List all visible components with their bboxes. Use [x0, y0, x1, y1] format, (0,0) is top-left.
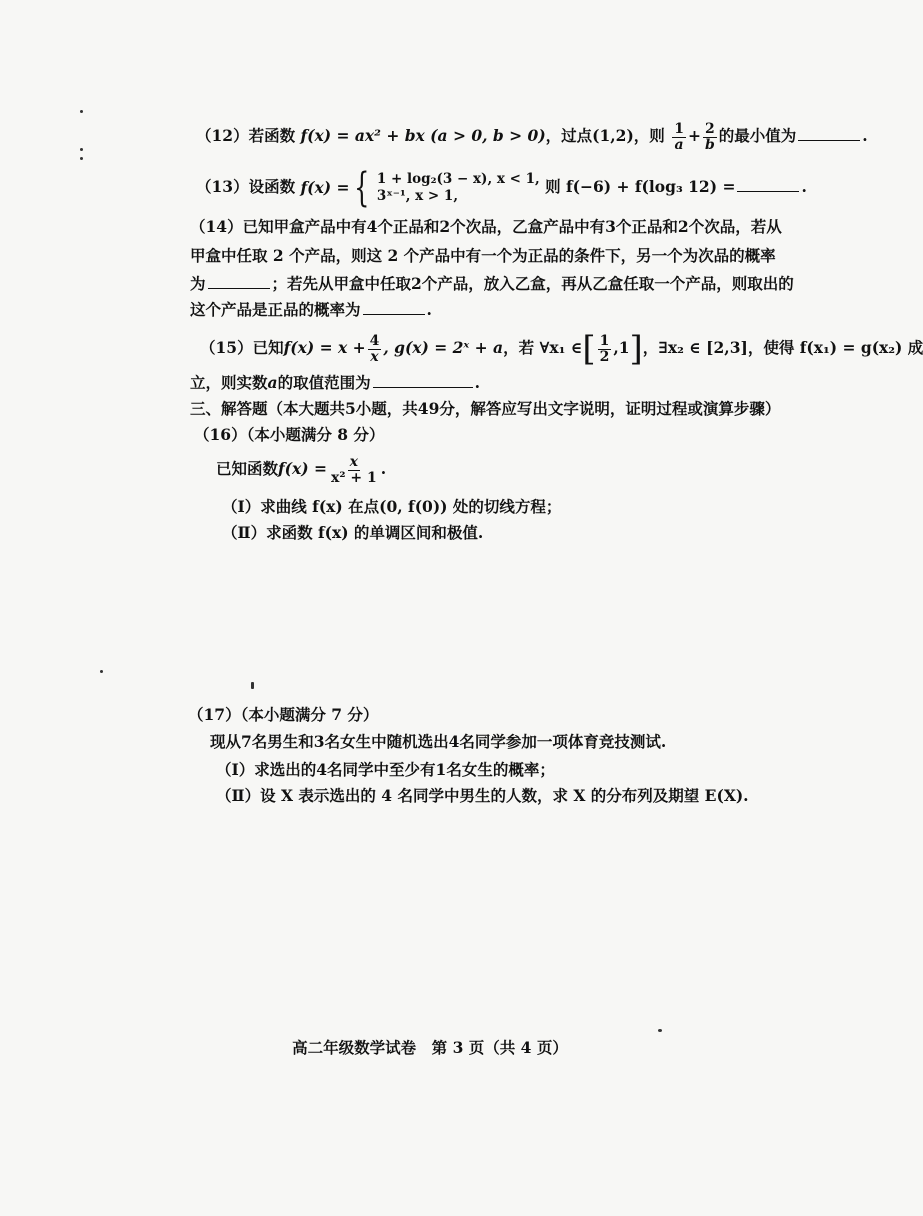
scan-speck	[80, 148, 83, 151]
fraction-1-over-2: $\frac{1}{2}$	[599, 332, 610, 365]
function-expression: f(x) = ax² + bx (a > 0, b > 0)	[300, 126, 546, 146]
piecewise-function	[300, 165, 540, 211]
fraction-1-over-a: $\frac{1}{a}$	[674, 121, 684, 153]
function-expression: f(x) =	[300, 177, 350, 197]
question-text: 已知函数	[216, 459, 279, 479]
question-text: 已知	[252, 338, 284, 357]
question-14-line-3	[190, 273, 800, 294]
question-16-part-2: （Ⅱ）求函数 f(x) 的单调区间和极值.	[222, 523, 484, 542]
question-12	[196, 121, 868, 153]
question-text: 若函数	[248, 126, 296, 146]
scan-speck	[251, 682, 254, 689]
fraction-x-over-x2-plus-1: $\frac{x}{\text{x² + 1}}$	[330, 454, 377, 486]
question-13	[196, 165, 807, 211]
question-14-line-4	[190, 299, 800, 320]
question-text: ，过点(1,2)，则	[545, 126, 665, 146]
question-number: （13）	[196, 177, 249, 196]
function-f: f(x) = x +	[283, 338, 366, 357]
period: .	[862, 126, 868, 146]
question-14-line-2: 甲盒中任取 2 个产品，则这 2 个产品中有一个为正品的条件下，另一个为次品的概率	[190, 246, 776, 265]
answer-blank[interactable]	[737, 176, 799, 192]
question-text: ，∃x₂ ∈ [2,3]，使得 f(x₁) = g(x₂) 成	[642, 338, 923, 357]
question-text: ；若先从甲盒中任取2个产品，放入乙盒，再从乙盒任取一个产品，则取出的	[271, 274, 794, 293]
answer-blank[interactable]	[208, 273, 270, 289]
question-16-given	[216, 455, 800, 485]
period: .	[426, 300, 432, 319]
question-text: ，若 ∀x₁ ∈	[503, 338, 583, 357]
scan-speck	[100, 670, 103, 673]
page-footer: 高二年级数学试卷 第 3 页（共 4 页）	[292, 1038, 568, 1057]
answer-blank[interactable]	[798, 125, 860, 141]
question-17-part-1: （Ⅰ）求选出的4名同学中至少有1名女生的概率；	[216, 760, 555, 779]
period: .	[474, 373, 480, 392]
function-expression: f(x) =	[278, 459, 327, 479]
plus-sign: +	[687, 126, 701, 146]
period: .	[380, 459, 387, 479]
scan-speck	[80, 157, 83, 160]
scan-speck	[80, 110, 83, 113]
scan-speck	[658, 1029, 662, 1032]
answer-blank[interactable]	[373, 372, 473, 388]
question-17-heading: （17）（本小题满分 7 分）	[188, 705, 379, 724]
question-number: （15）	[200, 338, 253, 357]
fraction-2-over-b: $\frac{2}{b}$	[704, 121, 715, 153]
interval-end: ,1	[613, 338, 630, 357]
question-text: 为	[190, 274, 206, 293]
brace-symbol: {	[354, 165, 370, 211]
right-bracket: ]	[629, 329, 643, 369]
question-text: 这个产品是正品的概率为	[190, 300, 361, 319]
period: .	[801, 177, 807, 196]
question-14-line-1: （14）已知甲盒产品中有4个正品和2个次品，乙盒产品中有3个正品和2个次品，若从	[190, 217, 782, 236]
question-16-part-1: （Ⅰ）求曲线 f(x) 在点(0, f(0)) 处的切线方程；	[222, 497, 562, 516]
piecewise-cases	[377, 171, 540, 205]
question-text: 的取值范围为	[277, 373, 371, 392]
question-number: （12）	[196, 126, 249, 146]
question-17-body: 现从7名男生和3名女生中随机选出4名同学参加一项体育竞技测试.	[210, 732, 667, 751]
case-1: 1 + log₂(3 − x), x < 1,	[376, 171, 540, 188]
question-15	[200, 329, 923, 369]
question-text: 的最小值为	[718, 126, 797, 146]
question-text: 立，则实数	[190, 373, 268, 392]
answer-blank[interactable]	[363, 299, 425, 315]
question-16-heading: （16）（本小题满分 8 分）	[194, 425, 385, 444]
question-15-line-2	[190, 372, 800, 393]
section-heading: 三、解答题（本大题共5小题，共49分，解答应写出文字说明，证明过程或演算步骤）	[190, 399, 781, 418]
question-text: 设函数	[248, 177, 296, 196]
question-17-part-2: （Ⅱ）设 X 表示选出的 4 名同学中男生的人数，求 X 的分布列及期望 E(X).	[216, 786, 749, 805]
question-text: 则 f(−6) + f(log₃ 12) =	[545, 177, 736, 196]
fraction-4-over-x: $\frac{4}{x}$	[369, 332, 380, 365]
case-2: 3ˣ⁻¹, x > 1,	[376, 188, 459, 204]
function-g: , g(x) = 2ˣ + a	[383, 338, 504, 357]
left-bracket: [	[582, 329, 596, 369]
variable-a: a	[267, 373, 278, 392]
